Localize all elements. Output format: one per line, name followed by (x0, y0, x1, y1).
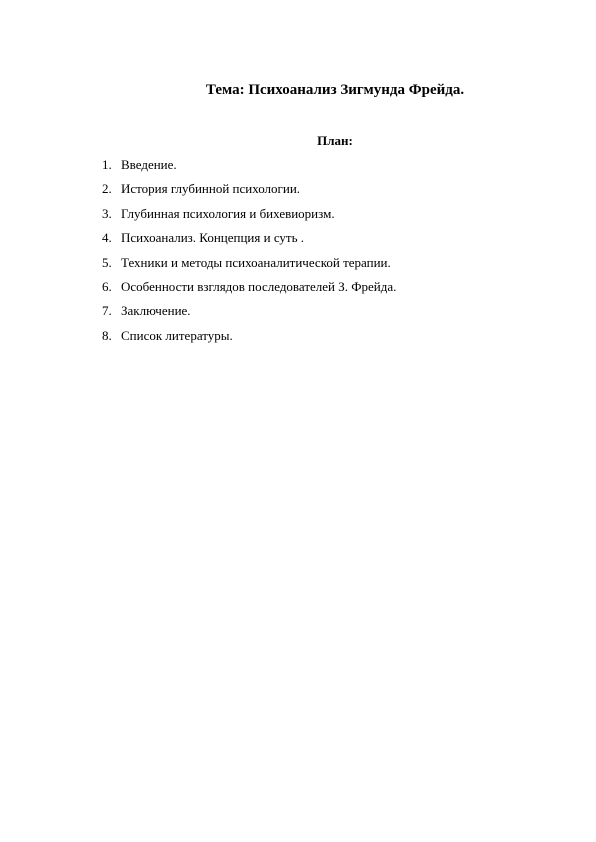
plan-item-text: Список литературы. (121, 327, 233, 343)
plan-item-number: 7. (102, 303, 112, 319)
plan-item (102, 205, 396, 229)
plan-item (102, 180, 396, 204)
plan-item-number: 4. (102, 230, 112, 246)
plan-item-text: Особенности взглядов последователей З. Фрейда. (121, 278, 397, 294)
plan-item-number: 1. (102, 157, 112, 172)
plan-item (102, 254, 396, 278)
plan-item-number: 2. (102, 181, 112, 197)
plan-item-text: Заключение. (121, 303, 191, 319)
plan-item-number: 8. (102, 327, 112, 343)
plan-item-text: Введение. (121, 157, 177, 172)
plan-item-number: 5. (102, 254, 112, 270)
plan-item (102, 278, 396, 302)
plan-item (102, 327, 396, 351)
plan-item-text: Техники и методы психоаналитической терапии. (121, 254, 391, 270)
plan-list (102, 156, 396, 351)
document-title: Тема: Психоанализ Зигмунда Фрейда. (205, 82, 465, 98)
plan-item (102, 229, 396, 253)
plan-item-number: 6. (102, 278, 112, 294)
plan-item-text: Глубинная психология и бихевиоризм. (121, 205, 335, 221)
plan-item-text: История глубинной психологии. (121, 181, 301, 197)
plan-item (102, 302, 396, 326)
plan-item-number: 3. (102, 205, 112, 221)
plan-item (102, 156, 396, 180)
plan-heading: План: (317, 133, 353, 148)
plan-item-text: Психоанализ. Концепция и суть . (121, 230, 305, 246)
